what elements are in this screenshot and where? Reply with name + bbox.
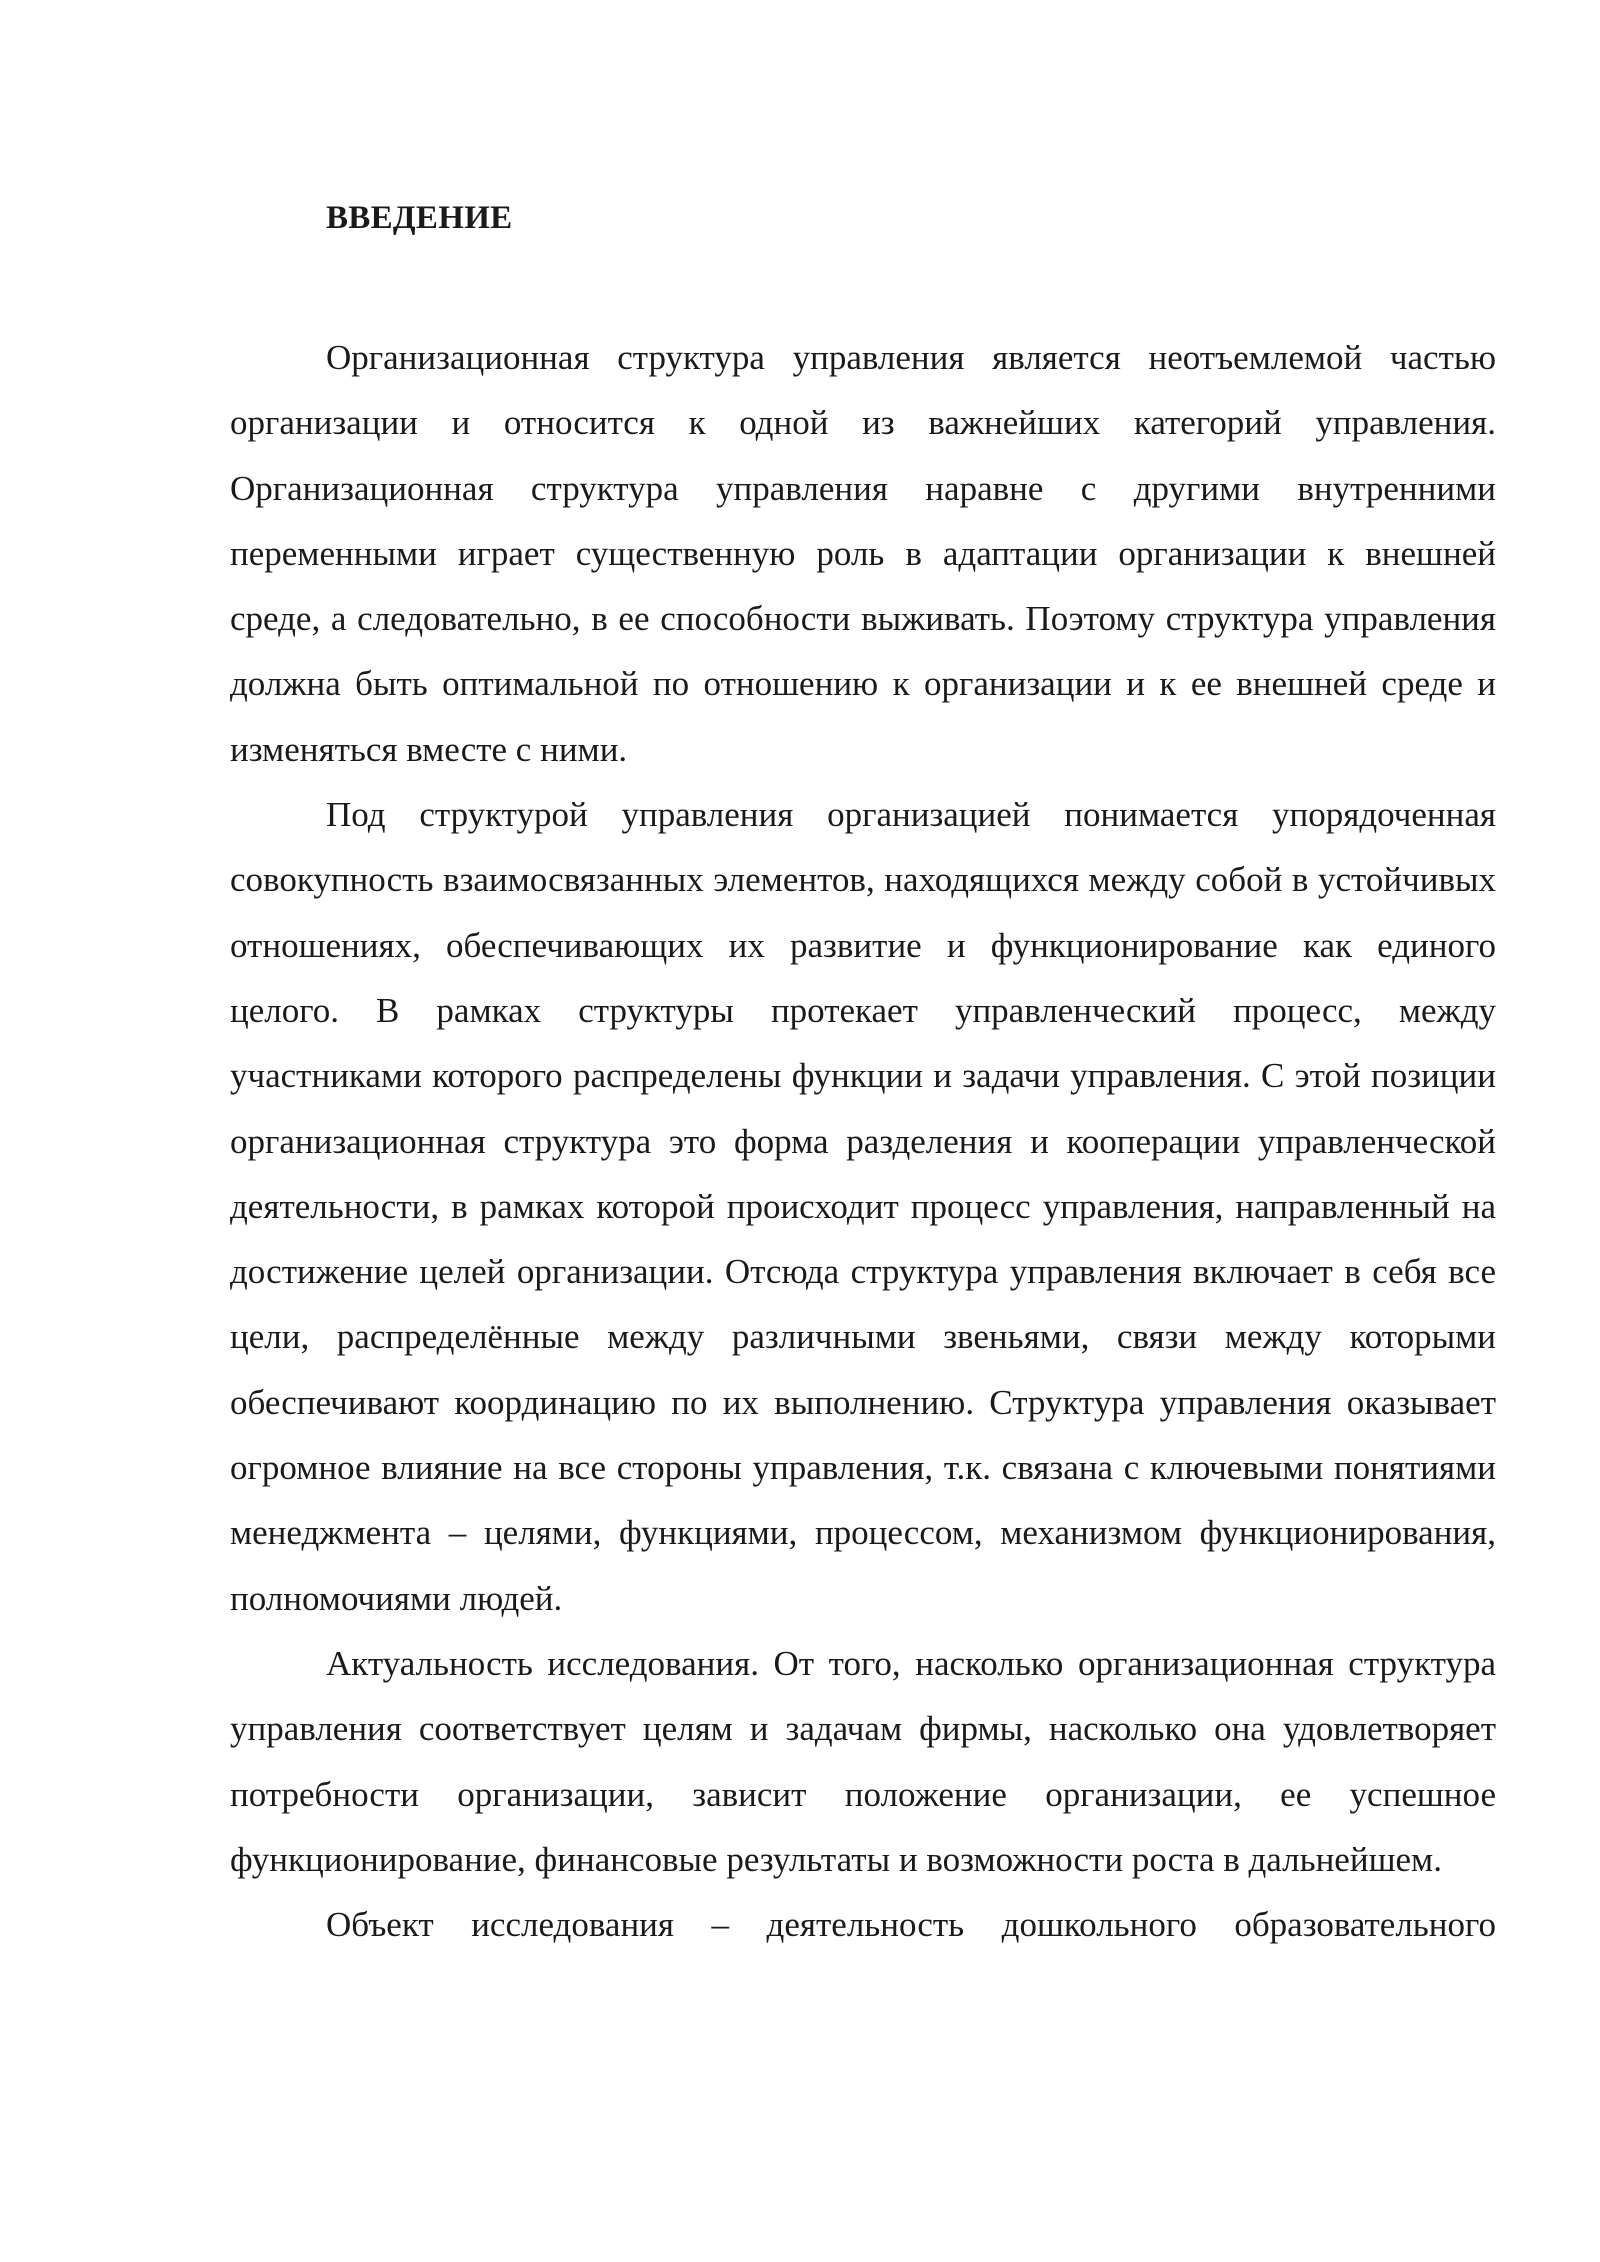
paragraph: Актуальность исследования. От того, насколько организационная структура управления соответствует целям и задачам фирмы, насколько она удовлетворяет потребности организации, зависит положение организации, ее успешное функционирование, финансовые результаты и возможности роста в дальнейшем. <box>230 1643 1496 1879</box>
document-body <box>230 325 1496 1957</box>
paragraph: Организационная структура управления является неотъемлемой частью организации и относится к одной из важнейших категорий управления. Организационная структура управления наравне с другими внутренними переменными играет существенную роль в адаптации организации к внешней среде, а следовательно, в ее способности выживать. Поэтому структура управления должна быть оптимальной по отношению к организации и к ее внешней среде и изменяться вместе с ними. <box>230 338 1496 769</box>
paragraph: Под структурой управления организацией понимается упорядоченная совокупность взаимосвязанных элементов, находящихся между собой в устойчивых отношениях, обеспечивающих их развитие и функционирование как единого целого. В рамках структуры протекает управленческий процесс, между участниками которого распределены функции и задачи управления. С этой позиции организационная структура это форма разделения и кооперации управленческой деятельности, в рамках которой происходит процесс управления, направленный на достижение целей организации. Отсюда структура управления включает в себя все цели, распределённые между различными звеньями, связи между которыми обеспечивают координацию по их выполнению. Структура управления оказывает огромное влияние на все стороны управления, т.к. связана с ключевыми понятиями менеджмента – целями, функциями, процессом, механизмом функционирования, полномочиями людей. <box>230 795 1496 1618</box>
paragraph: Объект исследования – деятельность дошкольного образовательного <box>326 1905 1496 1945</box>
page-title: ВВЕДЕНИЕ <box>326 200 513 236</box>
